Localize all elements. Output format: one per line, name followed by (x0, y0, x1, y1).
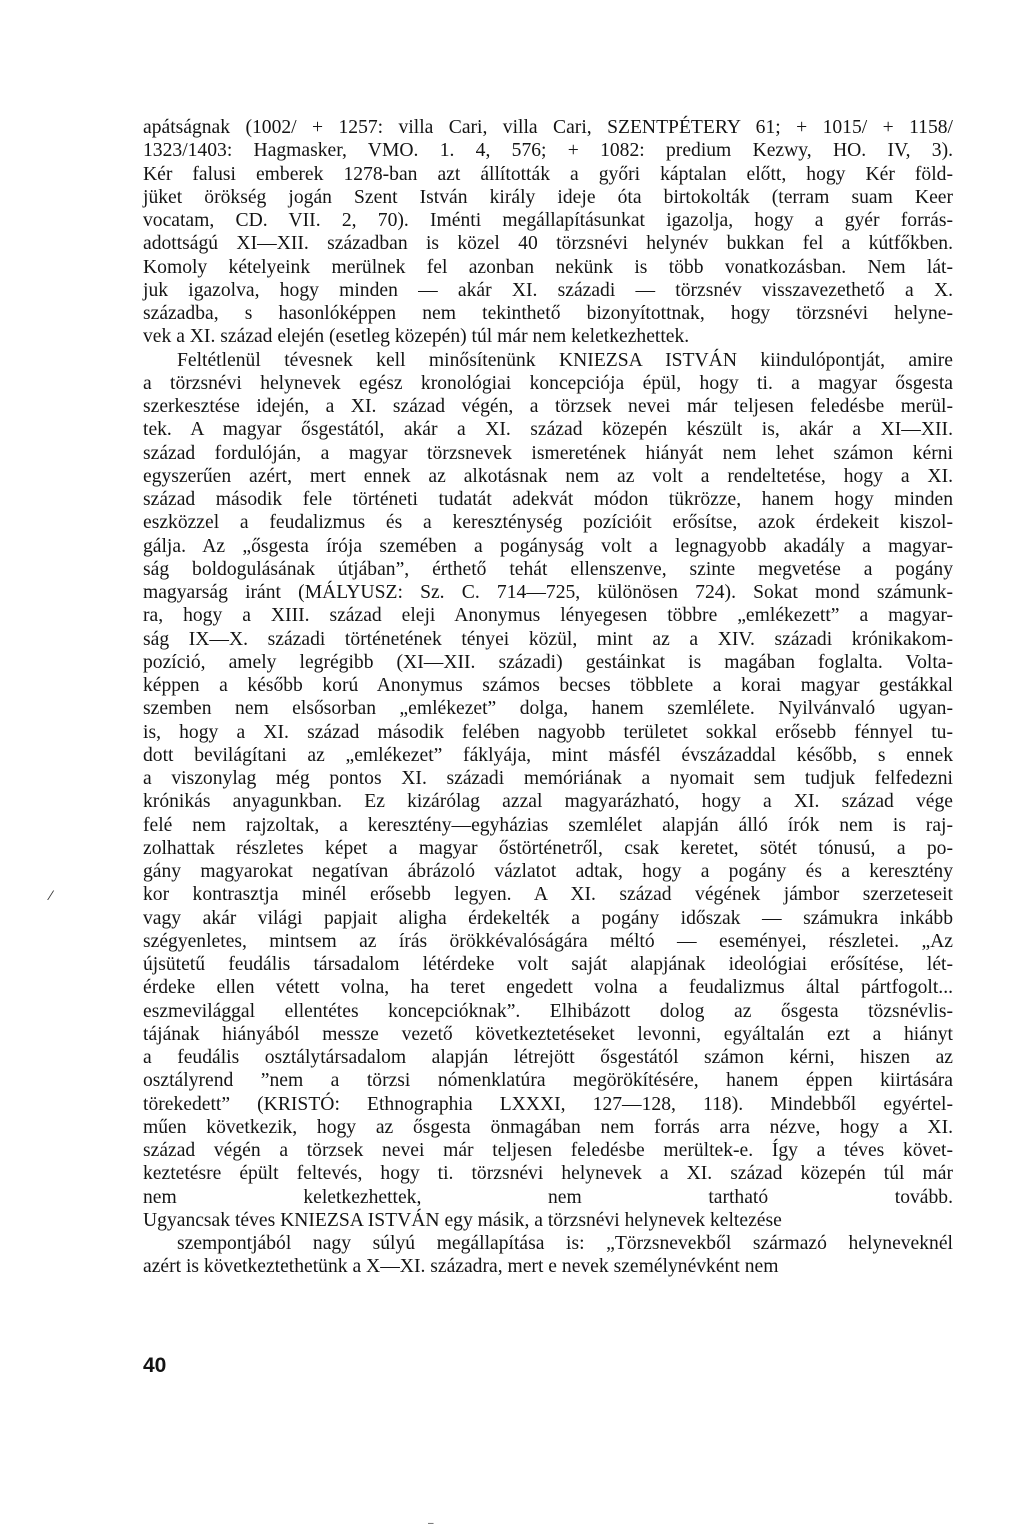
text-line: krónikás anyagunkban. Ez kizárólag azzal magyarázható, hogy a XI. század vége (143, 791, 953, 813)
text-line: század végén a törzsek nevei már teljesen feledésbe merültek-e. Így a téves követ- (143, 1140, 953, 1161)
page-number: 40 (143, 1354, 167, 1377)
text-line: Kér falusi emberek 1278-ban azt állították a győri káptalan előtt, hogy Kér föld- (143, 163, 953, 185)
text-line: tek. A magyar ősgestától, akár a XI. század közepén készült is, akár a XI—XII. (143, 419, 953, 441)
text-line: ra, hogy a XIII. század eleji Anonymus lényegesen többre „emlékezett” a magyar- (143, 605, 953, 627)
text-line: a feudális osztálytársadalom alapján létrejött ősgestától számon kérni, hiszen az (143, 1047, 953, 1068)
text-line: eszmevilággal ellentétes koncepcióknak”. Elhibázott dolog az ősgesta tözsnévlis- (143, 1000, 953, 1022)
text-line: gány magyarokat negatívan ábrázoló vázlatot adtak, hogy a pogány és a keresztény (143, 861, 953, 882)
text-line: Komoly kételyeink merülnek fel azonban nekünk is több vonatkozásban. Nem lát- (143, 256, 953, 278)
text-line: osztályrend ”nem a törzsi nómenklatúra megörökítésére, hanem éppen kiirtására (143, 1070, 953, 1092)
text-line: azért is következtethetünk a X—XI. századra, mert e nevek személynévként nem (143, 1256, 779, 1278)
text-line: keztetésre épült feltevés, hogy ti. törzsnévi helynevek a XI. század közepén túl már (143, 1163, 953, 1185)
text-line: századba, s hasonlóképpen nem tekinthető bizonyítottnak, hogy törzsnévi helyne- (143, 303, 953, 324)
text-line: vagy akár világi papjait aligha érdekelték a pogány időszak — számukra inkább (143, 907, 953, 929)
text-line: újsütetű feudális társadalom létérdeke volt saját alapjának ideológiai erősítése, lét- (143, 954, 953, 975)
text-line: egyszerűen azért, mert ennek az alkotásnak nem az volt a rendeltetése, hogy a XI. (143, 465, 953, 487)
text-line: szemben nem elsősorban „emlékezet” dolga, hanem szemlélete. Nyilvánvaló ugyan- (143, 698, 953, 720)
text-line: érdeke ellen vétett volna, ha teret engedett volna a feudalizmus által pártfogolt... (143, 977, 953, 999)
body-text (143, 116, 953, 1279)
text-line: század fordulóján, a magyar törzsnevek ismeretének hiányát nem lehet számon kérni (143, 442, 953, 464)
text-line: szégyenletes, mintsem az írás örökkévalóságára méltó — eseményei, részletei. „Az (143, 930, 953, 952)
text-line: vek a XI. század elején (esetleg közepén) túl már nem keletkezhettek. (143, 326, 690, 348)
text-line: Feltétlenül tévesnek kell minősítenünk KNIEZSA ISTVÁN kiindulópontját, amire (177, 349, 953, 371)
text-line: nem keletkezhettek, nem tartható tovább. (143, 1186, 953, 1208)
bottom-mark: ‒ (428, 1518, 434, 1529)
text-line: tájának hiányából messze vezető következtetéseket levonni, egyáltalán ezt a hiányt (143, 1023, 953, 1045)
text-line: ság IX—X. századi történetének tényei közül, mint az a XIV. századi krónikakom- (143, 628, 953, 650)
text-line: jüket örökség jogán Szent István király ideje óta birtokolták (terram suam Keer (143, 186, 953, 208)
text-line: vocatam, CD. VII. 2, 70). Iménti megállapításunkat igazolja, hogy a gyér forrás- (143, 210, 953, 231)
text-line: ság boldogulásának útjában”, érthető tehát ellenszenve, szinte megvetése a pogány (143, 558, 953, 580)
text-line: dott bevilágítani az „emlékezet” fáklyája, mint másfél évszázaddal később, s ennek (143, 744, 953, 766)
text-line: adottságú XI—XII. században is közel 40 törzsnévi helynév bukkan fel a kútfőkben. (143, 233, 953, 255)
text-line: szempontjából nagy súlyú megállapítása is: „Törzsnevekből származó helyneveknél (177, 1233, 953, 1254)
text-line: juk igazolva, hogy minden — akár XI. századi — törzsnév visszavezethető a X. (143, 279, 953, 301)
text-line: eszközzel a feudalizmus és a kereszténység pozícióit erősítse, azok érdekeit kiszol- (143, 512, 953, 534)
text-line: szerkesztése idején, a XI. század végén, a törzsek nevei már teljesen feledésbe merül- (143, 396, 953, 417)
text-line: műen következik, hogy az ősgesta önmagában nem forrás arra nézve, hogy a XI. (143, 1116, 953, 1138)
text-line: magyarság iránt (MÁLYUSZ: Sz. C. 714—725, különösen 724). Sokat mond számunk- (143, 582, 953, 603)
text-line: a viszonylag még pontos XI. századi memóriának a nyomait sem tudjuk felfedezni (143, 768, 953, 789)
text-line: törekedett” (KRISTÓ: Ethnographia LXXXI, 127—128, 118). Mindebből egyértel- (143, 1093, 953, 1115)
margin-mark: ⁄ (50, 887, 53, 903)
text-line: zolhattak részletes képet a magyar őstörténetről, csak keretet, sötét tónusú, a po- (143, 837, 953, 859)
text-line: kor kontrasztja minél erősebb legyen. A XI. század végének jámbor szerzeteseit (143, 884, 953, 906)
text-line: felé nem rajzoltak, a keresztény—egyházias szemlélet alapján álló írók nem is raj- (143, 814, 953, 836)
text-line: gálja. Az „ősgesta írója szemében a pogányság volt a legnagyobb akadály a magyar- (143, 535, 953, 557)
text-line: század második fele történeti tudatát adekvát módon tükrözze, hanem hogy minden (143, 489, 953, 510)
text-line: a törzsnévi helynevek egész kronológiai koncepciója épül, hogy ti. a magyar ősgesta (143, 372, 953, 394)
text-line: apátságnak (1002/ + 1257: villa Cari, villa Cari, SZENTPÉTERY 61; + 1015/ + 1158/ (143, 117, 953, 138)
text-line: is, hogy a XI. század második felében nagyobb területet sokkal erősebb fénnyel tu- (143, 721, 953, 743)
text-line: pozíció, amely legrégibb (XI—XII. századi) gestáinkat is magában foglalta. Volta- (143, 651, 953, 673)
text-line: képpen a később korú Anonymus számos becses többlete a korai magyar gestákkal (143, 675, 953, 696)
text-line: Ugyancsak téves KNIEZSA ISTVÁN egy másik, a törzsnévi helynevek keltezése (143, 1209, 782, 1231)
text-line: 1323/1403: Hagmasker, VMO. 1. 4, 576; + 1082: predium Kezwy, HO. IV, 3). (143, 140, 953, 162)
